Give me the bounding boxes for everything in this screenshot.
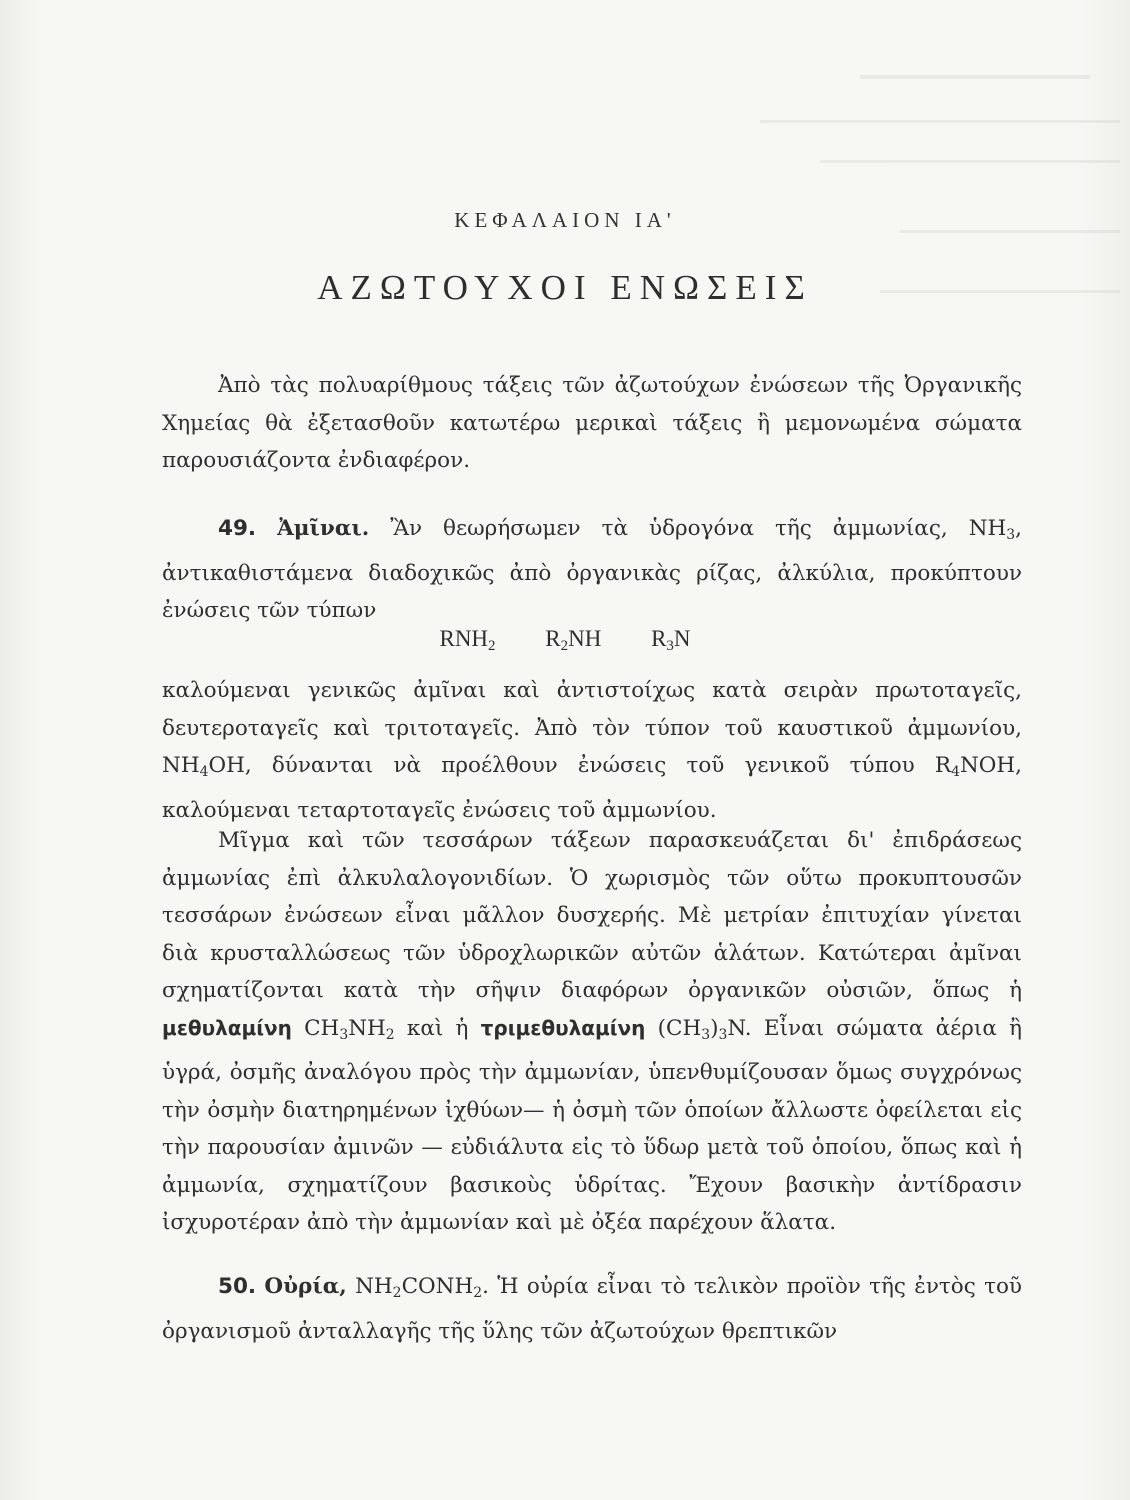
subscript: 2 [392,1285,402,1301]
section-title: Ἀμῖναι. [277,516,370,541]
formula-text: . [482,1274,489,1299]
section-number: 49. [218,516,257,541]
formula-text: (CH [657,1015,702,1041]
intro-paragraph [162,367,1022,480]
formula-base: R [651,626,667,651]
paragraph-text: καλούμεναι γενικῶς ἀμῖναι καὶ ἀντιστοίχως κατὰ σειρὰν πρωτοταγεῖς, δευτεροταγεῖς καὶ τριτοταγεῖς. Ἀπὸ τὸν τύπον τοῦ καυστικοῦ ἀμμωνίου, NH [162,678,1022,778]
subscript: 3 [666,638,674,654]
subscript: 3 [718,1026,728,1043]
section-49-paragraph-2 [162,672,1022,829]
formula-base: R [545,626,561,651]
term-trimethylamine: τριμεθυλαμίνη [480,1015,646,1040]
formula-secondary [545,626,601,655]
subscript: 2 [560,638,569,654]
bleed-mark [760,120,1120,123]
formula-base: RNH [439,626,489,651]
amine-formulas [0,626,1130,655]
bleed-mark [820,160,1120,163]
subscript: 2 [385,1026,395,1043]
subscript: 3 [339,1026,349,1043]
paragraph-text: NOH, καλούμεναι τεταρτοταγεῖς ἐνώσεις τοῦ ἀμμωνίου. [162,753,1022,823]
subscript: 4 [199,764,209,780]
term-methylamine: μεθυλαμίνη [162,1015,292,1040]
section-50-paragraph [162,1268,1022,1350]
formula-text: NH [348,1015,386,1041]
formula-tail: NH [568,626,602,651]
subscript: 2 [473,1285,483,1301]
formula-tail: N [673,626,691,651]
section-title: Οὐρία, [264,1274,347,1299]
intro-text: Ἀπὸ τὰς πολυαρίθμους τάξεις τῶν ἀζωτούχων ἐνώσεων τῆς Ὀργανικῆς Χημείας θὰ ἐξετασθοῦν κατωτέρω μερικαὶ τάξεις ἢ μεμονωμένα σώματα παρουσιάζοντα ἐνδιαφέρον. [162,373,1022,473]
paragraph-text: Μῖγμα καὶ τῶν τεσσάρων τάξεων παρασκευάζεται δι' ἐπιδράσεως ἀμμωνίας ἐπὶ ἀλκυλαλογονιδίων. Ὁ χωρισμὸς τῶν οὕτω προκυπτουσῶν τεσσάρων ἐνώσεων εἶναι μᾶλλον δυσχερής. Μὲ μετρίαν ἐπιτυχίαν γίνεται διὰ κρυσταλλώσεως τῶν ὑδροχλωρικῶν αὐτῶν ἁλάτων. Κατώτεραι ἀμῖναι σχηματίζονται κατὰ τὴν σῆψιν διαφόρων ὀργανικῶν οὐσιῶν, ὅπως ἡ [162,828,1022,1003]
section-49-paragraph-1 [162,510,1022,630]
paragraph-text: Ἡ οὐρία εἶναι τὸ τελικὸν προϊὸν τῆς ἐντὸς τοῦ ὀργανισμοῦ ἀνταλλαγῆς τῆς ὕλης τῶν ἀζωτούχων θρεπτικῶν [162,1274,1022,1344]
section-49-paragraph-3 [162,822,1022,1242]
subscript: 3 [701,1026,711,1043]
formula-text: CH [304,1015,340,1041]
subscript: 2 [488,638,496,654]
subscript: 4 [951,764,960,780]
paragraph-text: καὶ ἡ [406,1015,469,1041]
paragraph-text: N. Εἶναι σώματα ἀέρια ἢ ὑγρά, ὀσμῆς ἀναλόγου πρὸς τὴν ἀμμωνίαν, ὑπενθυμίζουσαν ὅμως συγχρόνως τὴν ὀσμὴν διατηρημένων ἰχθύων— ἡ ὀσμὴ τῶν ὁποίων ἄλλωστε ὀφείλεται εἰς τὴν παρουσίαν ἀμινῶν — εὐδιάλυτα εἰς τὸ ὕδωρ μετὰ τοῦ ὁποίου, ὅπως καὶ ἡ ἀμμωνία, σχηματίζουν βασικοὺς ὑδρίτας. Ἔχουν βασικὴν ἀντίδρασιν ἰσχυροτέραν ἀπὸ τὴν ἀμμωνίαν καὶ μὲ ὀξέα παρέχουν ἅλατα. [162,1015,1022,1235]
formula-primary [439,626,495,655]
formula-text: ) [710,1015,719,1041]
formula-text: NH [355,1274,393,1299]
section-text: Ἂν θεωρήσωμεν τὰ ὑδρογόνα τῆς ἀμμωνίας, NH [390,516,1007,541]
paragraph-text: OH, δύνανται νὰ προέλθουν ἐνώσεις τοῦ γενικοῦ τύπου R [208,753,952,778]
formula-tertiary [651,626,690,655]
chapter-label: ΚΕΦΑΛΑΙΟΝ ΙΑ' [454,208,676,232]
section-text: , ἀντικαθιστάμενα διαδοχικῶς ἀπὸ ὀργανικὰς ρίζας, ἀλκύλια, προκύπτουν ἐνώσεις τῶν τύπων [162,516,1022,623]
bleed-mark [860,75,1090,79]
chapter-title: ΑΖΩΤΟΥΧΟΙ ΕΝΩΣΕΙΣ [317,268,813,307]
formula-text: CONH [401,1274,474,1299]
section-number: 50. [218,1274,257,1299]
subscript: 3 [1006,527,1016,543]
